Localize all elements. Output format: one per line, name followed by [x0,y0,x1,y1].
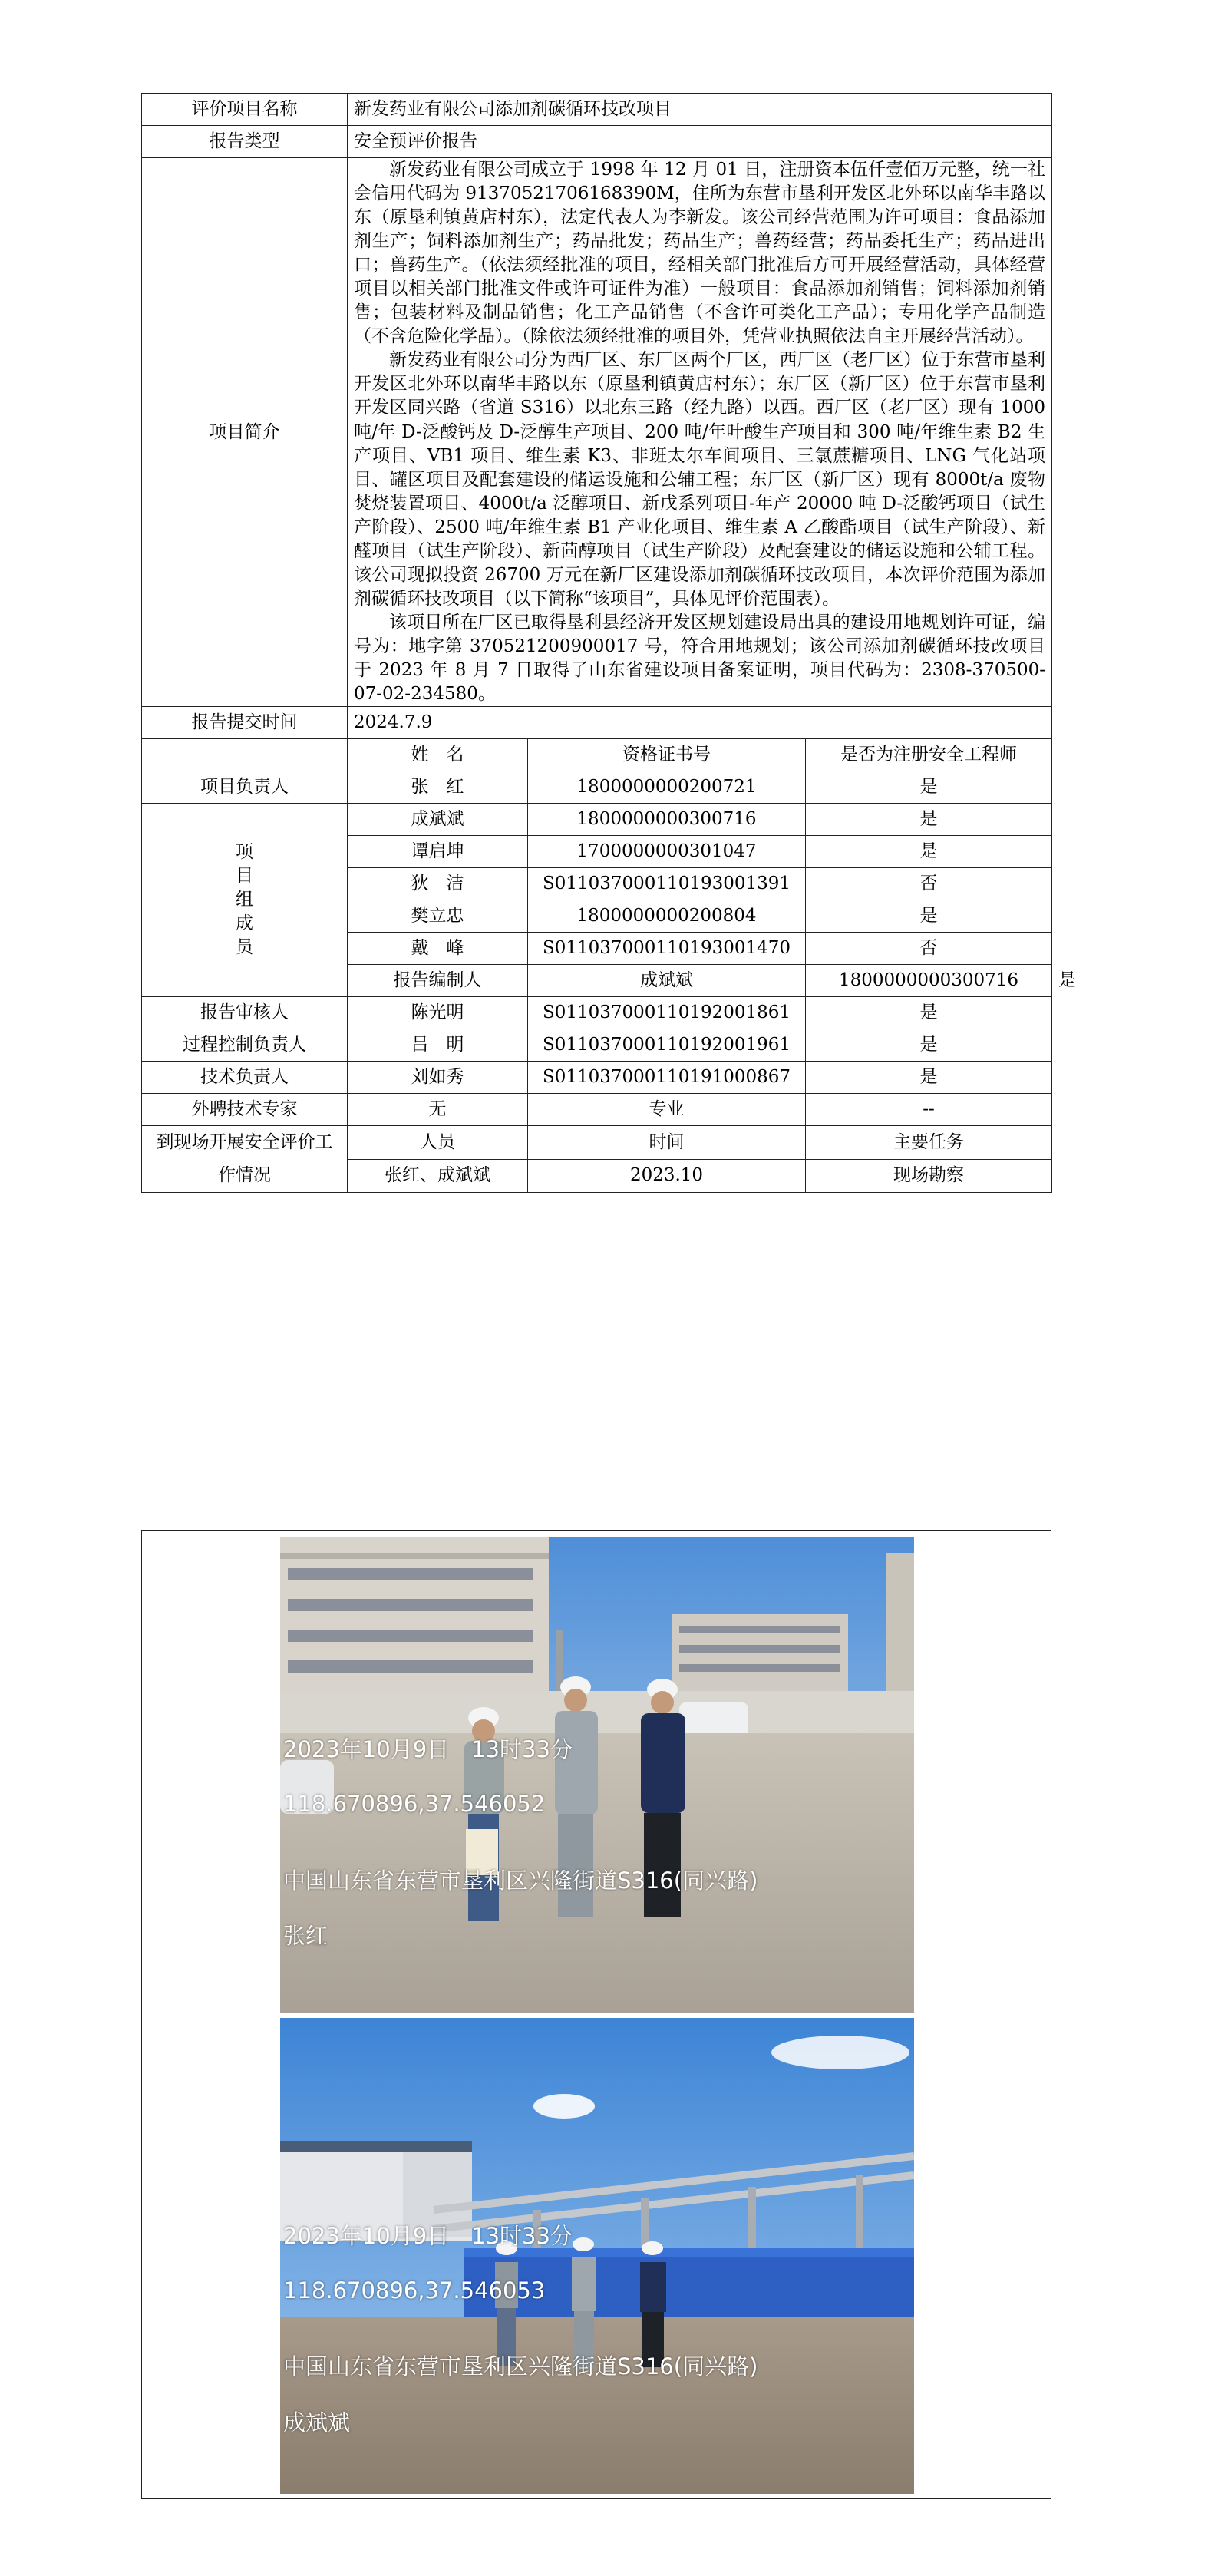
evaluation-info-table [141,93,1077,1193]
members-label [142,804,348,997]
member-cert: S011037000110193001470 [528,933,806,965]
site-time: 2023.10 [528,1159,806,1193]
site-photo-box [141,1530,1051,2499]
photo-person: 张红 [283,1923,328,1949]
intro-label: 项目简介 [142,158,348,707]
photo-person: 成斌斌 [283,2409,351,2436]
member-cert: S011037000110193001391 [528,868,806,900]
site-label: 到现场开展安全评价工作情况 [142,1126,348,1193]
member-registered: 否 [806,868,1052,900]
member-name: 成斌斌 [348,804,528,836]
project-name-value: 新发药业有限公司添加剂碳循环技改项目 [348,94,1052,126]
project-name-label: 评价项目名称 [142,94,348,126]
leader-name: 张 红 [348,771,528,804]
role-row: 报告编制人 成斌斌 1800000000300716 是 [142,965,1052,997]
project-name-row [142,94,1052,126]
member-name: 狄 洁 [348,868,528,900]
site-photo-2 [280,2018,914,2494]
role-cert: 1800000000300716 [806,965,1052,997]
col-header-name: 姓 名 [348,739,528,771]
photo-coords: 118.670896,37.546052 [283,1791,546,1817]
member-registered: 否 [806,933,1052,965]
member-name: 樊立忠 [348,900,528,933]
submit-time-value: 2024.7.9 [348,707,1052,739]
site-header-row [142,1126,1052,1160]
role-name: 陈光明 [348,997,528,1029]
submit-time-row [142,707,1052,739]
member-cert: 1800000000200804 [528,900,806,933]
site-photo-1-image [280,1537,914,2013]
role-label: 过程控制负责人 [142,1029,348,1062]
report-type-row [142,126,1052,158]
expert-name: 无 [348,1094,528,1126]
evaluation-info-table-wrap [141,93,1077,1193]
site-header-people: 人员 [348,1126,528,1160]
role-label: 报告审核人 [142,997,348,1029]
leader-registered: 是 [806,771,1052,804]
role-row [142,1029,1052,1062]
photo-address: 中国山东省东营市垦利区兴隆街道S316(同兴路) [283,1868,758,1894]
intro-row [142,158,1052,707]
role-name: 成斌斌 [528,965,806,997]
role-cert: S011037000110191000867 [528,1062,806,1094]
expert-label: 外聘技术专家 [142,1094,348,1126]
role-row [142,1062,1052,1094]
role-cert: S011037000110192001961 [528,1029,806,1062]
expert-field-label: 专业 [528,1094,806,1126]
site-header-task: 主要任务 [806,1126,1052,1160]
member-registered: 是 [806,900,1052,933]
photo-datetime: 2023年10月9日 13时33分 [283,1736,573,1762]
member-row [142,804,1052,836]
site-photo-2-image [280,2018,914,2494]
role-name: 刘如秀 [348,1062,528,1094]
member-registered: 是 [806,804,1052,836]
site-header-time: 时间 [528,1126,806,1160]
intro-paragraph: 新发药业有限公司分为西厂区、东厂区两个厂区，西厂区（老厂区）位于东营市垦利开发区北外环以南华丰路以东（原垦利镇黄店村东）；东厂区（新厂区）位于东营市垦利开发区同兴路（省道 S316）以北东三路（经九路）以西。西厂区（老厂区）现有 1000 吨/年 D-泛酸钙及 D-泛醇生产项目、200 吨/年叶酸生产项目和 300 吨/年维生素 B2 生产项目、VB1 项目、维生素 K3、非班太尔车间项目、三氯蔗糖项目、LNG 气化站项目、罐区项目及配套建设的储运设施和公辅工程；东厂区（新厂区）现有 8000t/a 废物焚烧装置项目、4000t/a 泛醇项目、新戊系列项目-年产 20000 吨 D-泛酸钙项目（试生产阶段）、2500 吨/年维生素 B1 产业化项目、维生素 A 乙酸酯项目（试生产阶段）、新醛项目（试生产阶段）、新茴醇项目（试生产阶段）及配套建设的储运设施和公辅工程。该公司现拟投资 26700 万元在新厂区建设添加剂碳循环技改项目，本次评价范围为添加剂碳循环技改项目（以下简称“该项目”，具体见评价范围表）。 [354,350,1046,609]
members-label-text: 项 目 组 成 员 [236,841,253,958]
intro-paragraph: 新发药业有限公司成立于 1998 年 12 月 01 日，注册资本伍仟壹佰万元整，统一社会信用代码为 91370521706168390M，住所为东营市垦利开发区北外环以南华丰路以东（原垦利镇黄店村东），法定代表人为李新发。该公司经营范围为许可项目：食品添加剂生产；饲料添加剂生产；药品批发；药品生产；兽药经营；药品委托生产；药品进出口；兽药生产。（依法须经批准的项目，经相关部门批准后方可开展经营活动，具体经营项目以相关部门批准文件或许可证件为准）一般项目：食品添加剂销售；饲料添加剂销售；包装材料及制品销售；化工产品销售（不含许可类化工产品）；专用化学产品制造（不含危险化学品）。（除依法须经批准的项目外，凭营业执照依法自主开展经营活动）。 [354,160,1046,347]
expert-field: -- [806,1094,1052,1126]
submit-time-label: 报告提交时间 [142,707,348,739]
report-type-label: 报告类型 [142,126,348,158]
expert-row [142,1094,1052,1126]
role-registered: 是 [806,1029,1052,1062]
photo-datetime: 2023年10月9日 13时33分 [283,2223,573,2249]
member-cert: 1800000000300716 [528,804,806,836]
role-row [142,997,1052,1029]
photo-coords: 118.670896,37.546053 [283,2277,546,2304]
col-header-cert: 资格证书号 [528,739,806,771]
leader-row [142,771,1052,804]
member-cert: 1700000000301047 [528,836,806,868]
leader-cert: 1800000000200721 [528,771,806,804]
intro-text [348,158,1052,707]
intro-paragraph: 该项目所在厂区已取得垦利县经济开发区规划建设局出具的建设用地规划许可证，编号为：地字第 370521200900017 号，符合用地规划；该公司添加剂碳循环技改项目于 2023 年 8 月 7 日取得了山东省建设项目备案证明，项目代码为：2308-370500-07-02-234580。 [354,612,1046,705]
role-label: 报告编制人 [348,965,528,997]
col-header-registered: 是否为注册安全工程师 [806,739,1052,771]
photo-address: 中国山东省东营市垦利区兴隆街道S316(同兴路) [283,2353,758,2379]
role-registered: 是 [806,1062,1052,1094]
site-photo-1 [280,1537,914,2013]
role-registered: 是 [806,997,1052,1029]
role-cert: S011037000110192001861 [528,997,806,1029]
report-type-value: 安全预评价报告 [348,126,1052,158]
column-header-row [142,739,1052,771]
leader-label: 项目负责人 [142,771,348,804]
member-name: 谭启坤 [348,836,528,868]
blank-cell [142,739,348,771]
role-name: 吕 明 [348,1029,528,1062]
site-people: 张红、成斌斌 [348,1159,528,1193]
role-label: 技术负责人 [142,1062,348,1094]
member-registered: 是 [806,836,1052,868]
site-task: 现场勘察 [806,1159,1052,1193]
member-name: 戴 峰 [348,933,528,965]
